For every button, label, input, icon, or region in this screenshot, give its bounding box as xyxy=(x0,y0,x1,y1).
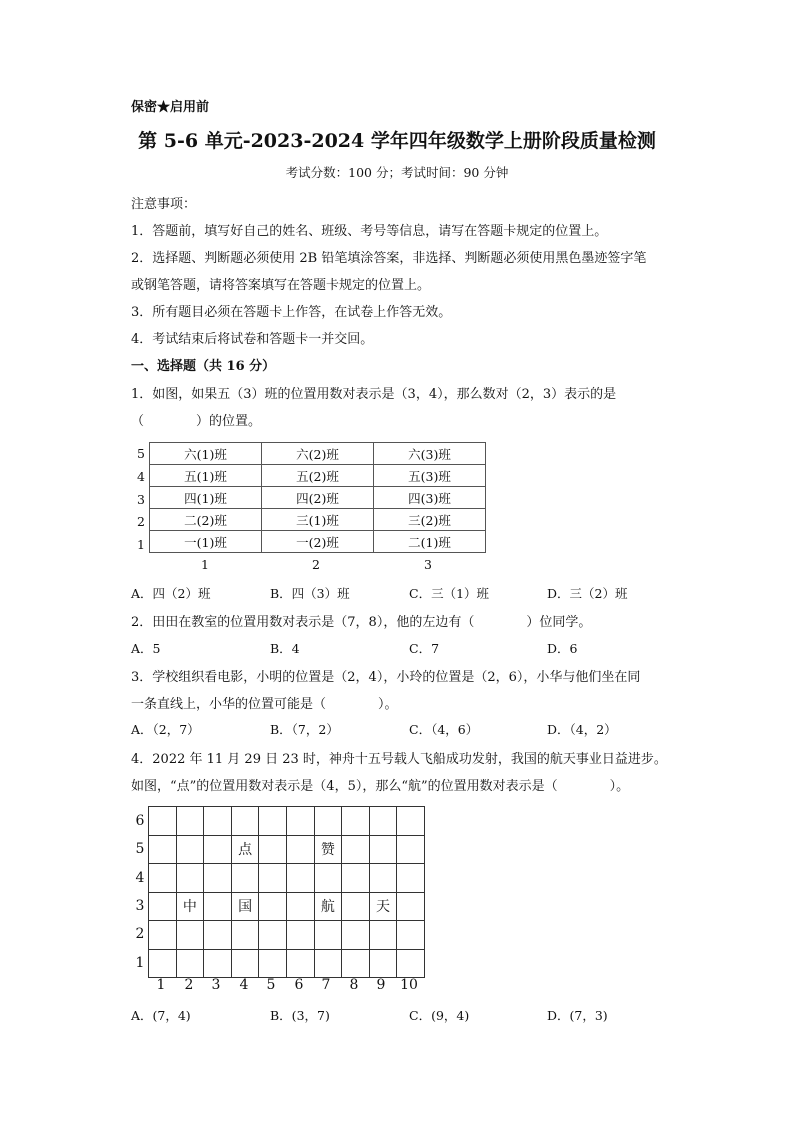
q3-text-cont: 一条直线上，小华的位置可能是（ ）。 xyxy=(131,697,398,712)
q4-row-label: 4 xyxy=(135,870,145,886)
table-cell: 四(2)班 xyxy=(262,487,374,509)
grid-cell xyxy=(231,864,259,893)
grid-cell-zhong: 中 xyxy=(176,892,204,921)
grid-cell xyxy=(176,864,204,893)
grid-cell xyxy=(259,835,287,864)
option-a[interactable]: A．5 xyxy=(131,641,161,656)
note-item: 1．答题前，填写好自己的姓名、班级、考号等信息，请写在答题卡规定的位置上。 xyxy=(131,224,608,239)
q4-col-label: 6 xyxy=(294,977,304,993)
q4-row-label: 3 xyxy=(135,898,145,914)
table-cell: 五(1)班 xyxy=(150,465,262,487)
grid-cell xyxy=(369,807,397,836)
q4-col-label: 9 xyxy=(376,977,386,993)
option-b[interactable]: B．（7，2） xyxy=(270,722,339,737)
grid-cell xyxy=(286,921,314,950)
grid-cell xyxy=(286,864,314,893)
q4-col-label: 3 xyxy=(211,977,221,993)
table-cell: 六(3)班 xyxy=(374,443,486,465)
grid-cell xyxy=(286,807,314,836)
q1-text: 1．如图，如果五（3）班的位置用数对表示是（3，4），那么数对（2，3）表示的是 xyxy=(131,387,617,402)
q1-row-label: 3 xyxy=(137,492,145,507)
option-b[interactable]: B．四（3）班 xyxy=(270,586,350,601)
q1-col-label: 3 xyxy=(424,557,432,572)
grid-cell xyxy=(369,864,397,893)
table-cell: 六(1)班 xyxy=(150,443,262,465)
grid-cell xyxy=(176,807,204,836)
q1-seat-table xyxy=(149,442,486,553)
grid-cell xyxy=(176,949,204,978)
grid-cell xyxy=(149,807,177,836)
page-title: 第 5-6 单元-2023-2024 学年四年级数学上册阶段质量检测 xyxy=(138,130,656,152)
table-cell: 五(2)班 xyxy=(262,465,374,487)
q4-position-grid xyxy=(148,806,425,978)
q4-col-label: 10 xyxy=(400,977,418,993)
table-cell: 三(1)班 xyxy=(262,509,374,531)
grid-cell xyxy=(176,921,204,950)
note-item: 或钢笔答题，请将答案填写在答题卡规定的位置上。 xyxy=(131,278,431,293)
grid-cell xyxy=(149,864,177,893)
grid-cell xyxy=(149,892,177,921)
table-cell: 二(1)班 xyxy=(374,531,486,553)
grid-cell xyxy=(314,864,342,893)
grid-cell xyxy=(342,835,370,864)
q2-text: 2．田田在教室的位置用数对表示是（7，8），他的左边有（ ）位同学。 xyxy=(131,615,592,630)
grid-cell xyxy=(397,949,425,978)
q1-text-cont: （ ）的位置。 xyxy=(131,414,262,429)
q1-row-label: 1 xyxy=(137,537,145,552)
option-c[interactable]: C．三（1）班 xyxy=(409,586,490,601)
grid-cell-hang: 航 xyxy=(314,892,342,921)
q4-col-label: 4 xyxy=(239,977,249,993)
grid-cell xyxy=(259,864,287,893)
grid-cell xyxy=(342,921,370,950)
table-cell: 四(3)班 xyxy=(374,487,486,509)
q1-row-label: 4 xyxy=(137,469,145,484)
option-c[interactable]: C．（4，6） xyxy=(409,722,479,737)
table-cell: 五(3)班 xyxy=(374,465,486,487)
q4-row-label: 2 xyxy=(135,926,145,942)
q1-row-label: 5 xyxy=(137,446,145,461)
grid-cell xyxy=(231,921,259,950)
option-a[interactable]: A．(7，4) xyxy=(131,1008,191,1023)
grid-cell xyxy=(286,949,314,978)
q4-text-cont: 如图，“点”的位置用数对表示是（4，5），那么“航”的位置用数对表示是（ ）。 xyxy=(131,779,630,794)
q1-row-label: 2 xyxy=(137,514,145,529)
grid-cell xyxy=(397,921,425,950)
grid-cell xyxy=(259,921,287,950)
note-item: 2．选择题、判断题必须使用 2B 铅笔填涂答案，非选择、判断题必须使用黑色墨迹签字笔 xyxy=(131,251,647,266)
option-b[interactable]: B．(3，7) xyxy=(270,1008,330,1023)
grid-cell xyxy=(369,949,397,978)
option-c[interactable]: C．7 xyxy=(409,641,440,656)
exam-info: 考试分数：100 分；考试时间：90 分钟 xyxy=(285,165,509,180)
grid-cell xyxy=(149,835,177,864)
grid-cell xyxy=(259,892,287,921)
q3-text: 3．学校组织看电影，小明的位置是（2，4），小玲的位置是（2，6），小华与他们坐在同 xyxy=(131,670,641,685)
grid-cell xyxy=(397,835,425,864)
grid-cell xyxy=(204,892,232,921)
grid-cell xyxy=(314,807,342,836)
q4-row-label: 6 xyxy=(135,813,145,829)
notes-heading: 注意事项： xyxy=(131,197,197,212)
grid-cell xyxy=(397,892,425,921)
grid-cell-zan: 赞 xyxy=(314,835,342,864)
grid-cell xyxy=(204,949,232,978)
grid-cell xyxy=(231,949,259,978)
q4-row-label: 1 xyxy=(135,955,145,971)
grid-cell-tian: 天 xyxy=(369,892,397,921)
table-cell: 一(1)班 xyxy=(150,531,262,553)
grid-cell xyxy=(204,864,232,893)
grid-cell xyxy=(231,807,259,836)
grid-cell xyxy=(204,835,232,864)
table-cell: 一(2)班 xyxy=(262,531,374,553)
q4-col-label: 2 xyxy=(184,977,194,993)
grid-cell xyxy=(342,892,370,921)
grid-cell xyxy=(314,921,342,950)
grid-cell xyxy=(259,807,287,836)
grid-cell xyxy=(149,949,177,978)
grid-cell xyxy=(369,835,397,864)
grid-cell xyxy=(369,921,397,950)
grid-cell xyxy=(397,864,425,893)
table-cell: 四(1)班 xyxy=(150,487,262,509)
grid-cell-dian: 点 xyxy=(231,835,259,864)
q4-col-label: 8 xyxy=(349,977,359,993)
option-d[interactable]: D．（4，2） xyxy=(547,722,617,737)
table-cell: 六(2)班 xyxy=(262,443,374,465)
table-cell: 三(2)班 xyxy=(374,509,486,531)
confidential-label: 保密★启用前 xyxy=(131,100,210,115)
grid-cell xyxy=(314,949,342,978)
grid-cell xyxy=(204,807,232,836)
grid-cell xyxy=(286,835,314,864)
grid-cell xyxy=(204,921,232,950)
option-b[interactable]: B．4 xyxy=(270,641,300,656)
note-item: 3．所有题目必须在答题卡上作答，在试卷上作答无效。 xyxy=(131,305,452,320)
grid-cell xyxy=(342,949,370,978)
grid-cell xyxy=(176,835,204,864)
q4-text: 4．2022 年 11 月 29 日 23 时，神舟十五号载人飞船成功发射，我国的航天事业日益进步。 xyxy=(131,752,667,767)
option-d[interactable]: D．(7，3) xyxy=(547,1008,608,1023)
grid-cell xyxy=(259,949,287,978)
table-cell: 二(2)班 xyxy=(150,509,262,531)
q4-col-label: 1 xyxy=(156,977,166,993)
option-a[interactable]: A．四（2）班 xyxy=(131,586,211,601)
q4-col-label: 5 xyxy=(266,977,276,993)
option-d[interactable]: D．三（2）班 xyxy=(547,586,628,601)
q4-col-label: 7 xyxy=(321,977,331,993)
option-c[interactable]: C．(9，4) xyxy=(409,1008,470,1023)
q1-col-label: 1 xyxy=(201,557,209,572)
grid-cell xyxy=(342,807,370,836)
q4-row-label: 5 xyxy=(135,841,145,857)
grid-cell-guo: 国 xyxy=(231,892,259,921)
section-heading: 一、选择题（共 16 分） xyxy=(131,359,276,374)
grid-cell xyxy=(397,807,425,836)
grid-cell xyxy=(342,864,370,893)
q1-col-label: 2 xyxy=(312,557,320,572)
grid-cell xyxy=(286,892,314,921)
grid-cell xyxy=(149,921,177,950)
option-a[interactable]: A．（2，7） xyxy=(131,722,200,737)
note-item: 4．考试结束后将试卷和答题卡一并交回。 xyxy=(131,332,374,347)
option-d[interactable]: D．6 xyxy=(547,641,578,656)
